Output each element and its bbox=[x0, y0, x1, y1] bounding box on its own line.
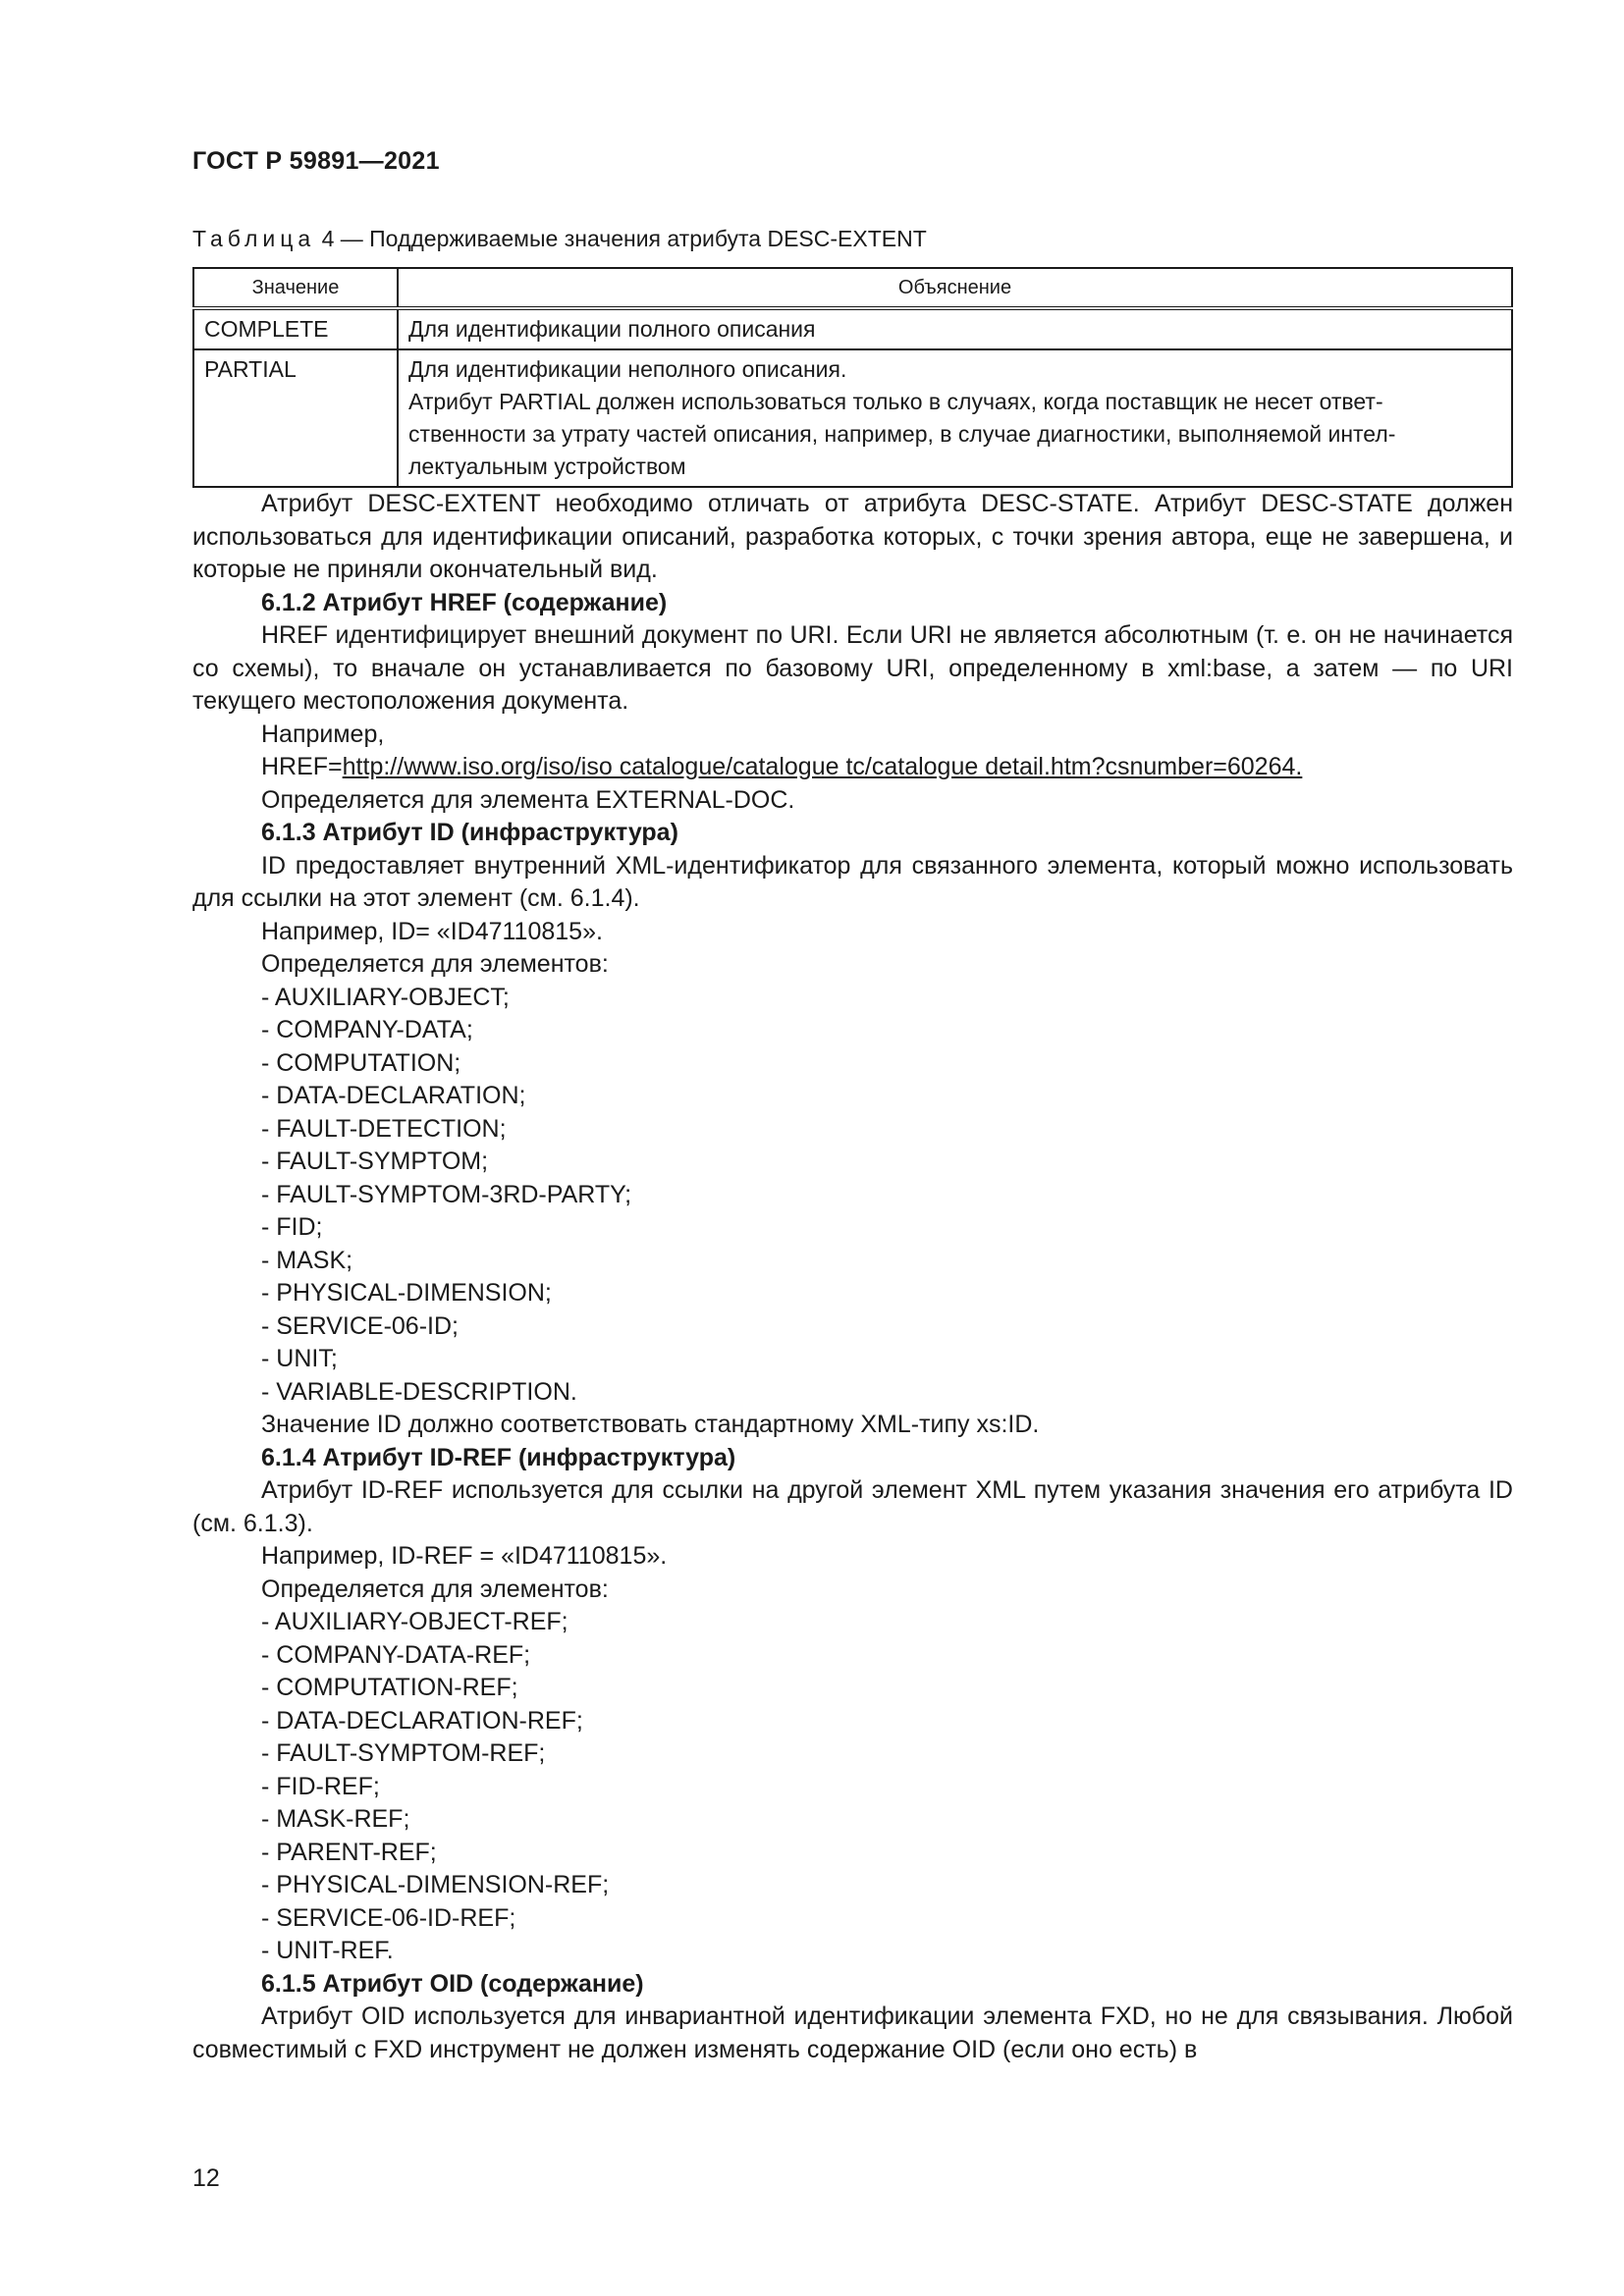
id-ref-defined-for: Определяется для элементов: bbox=[261, 1575, 609, 1603]
table-caption bbox=[192, 226, 927, 252]
list-item: - COMPUTATION-REF; bbox=[261, 1674, 518, 1701]
href-defined-for: Определяется для элемента EXTERNAL-DOC. bbox=[261, 785, 795, 814]
list-item: - UNIT-REF. bbox=[261, 1937, 394, 1964]
href-prefix: HREF= bbox=[261, 753, 343, 780]
section-heading-6-1-5: 6.1.5 Атрибут OID (содержание) bbox=[261, 1969, 644, 1998]
body-text bbox=[192, 488, 1513, 2066]
table-cell-value: PARTIAL bbox=[193, 349, 398, 487]
list-item: - PHYSICAL-DIMENSION-REF; bbox=[261, 1871, 610, 1898]
id-element-list bbox=[192, 982, 1513, 1410]
list-item: - PHYSICAL-DIMENSION; bbox=[261, 1279, 552, 1307]
list-item: - AUXILIARY-OBJECT; bbox=[261, 983, 510, 1011]
href-example bbox=[192, 751, 1513, 784]
example-label: Например, bbox=[261, 720, 385, 748]
table-cell-explanation bbox=[398, 349, 1512, 487]
id-example: Например, ID= «ID47110815». bbox=[261, 917, 603, 945]
explanation-line: Для идентификации неполного описания. bbox=[408, 356, 847, 382]
list-item: - DATA-DECLARATION; bbox=[261, 1082, 526, 1109]
section-heading-6-1-2: 6.1.2 Атрибут HREF (содержание) bbox=[261, 588, 668, 616]
list-item: - MASK-REF; bbox=[261, 1805, 410, 1833]
list-item: - PARENT-REF; bbox=[261, 1838, 437, 1866]
id-ref-element-list bbox=[192, 1606, 1513, 1968]
list-item: - FID; bbox=[261, 1213, 323, 1241]
table-row bbox=[193, 349, 1512, 487]
explanation-line: Для идентификации полного описания bbox=[408, 316, 816, 342]
list-item: - FAULT-SYMPTOM-REF; bbox=[261, 1739, 546, 1767]
list-item: - COMPANY-DATA; bbox=[261, 1016, 473, 1043]
list-item: - FAULT-DETECTION; bbox=[261, 1114, 507, 1143]
list-item: - VARIABLE-DESCRIPTION. bbox=[261, 1377, 577, 1406]
table-caption-text: 4 — Поддерживаемые значения атрибута DESC-EXTENT bbox=[321, 226, 927, 251]
list-item: - COMPANY-DATA-REF; bbox=[261, 1640, 531, 1669]
id-ref-example: Например, ID-REF = «ID47110815». bbox=[261, 1542, 668, 1570]
list-item: - FID-REF; bbox=[261, 1772, 380, 1800]
id-defined-for: Определяется для элементов: bbox=[261, 950, 609, 978]
paragraph-id-ref: Атрибут ID-REF используется для ссылки на другой элемент XML путем указания значения его атрибута ID (см. 6.1.3). bbox=[192, 1476, 1513, 1537]
section-heading-6-1-3: 6.1.3 Атрибут ID (инфраструктура) bbox=[261, 819, 678, 846]
paragraph-href: HREF идентифицирует внешний документ по URI. Если URI не является абсолютным (т. е. он не начинается со схемы), то вначале он устанавливается по базовому URI, определенному в xml:base, а затем — по URI текущего местоположения документа. bbox=[192, 621, 1513, 715]
table-cell-explanation bbox=[398, 308, 1512, 349]
column-header-explanation: Объяснение bbox=[398, 268, 1512, 308]
document-id-header: ГОСТ Р 59891—2021 bbox=[192, 147, 440, 175]
list-item: - MASK; bbox=[261, 1246, 353, 1274]
list-item: - UNIT; bbox=[261, 1345, 338, 1372]
table-caption-prefix: Таблица bbox=[192, 226, 316, 251]
list-item: - COMPUTATION; bbox=[261, 1048, 461, 1077]
page-number: 12 bbox=[192, 2164, 220, 2192]
list-item: - AUXILIARY-OBJECT-REF; bbox=[261, 1608, 568, 1635]
table-row bbox=[193, 308, 1512, 349]
explanation-line: лектуальным устройством bbox=[408, 454, 686, 479]
section-heading-6-1-4: 6.1.4 Атрибут ID-REF (инфраструктура) bbox=[261, 1443, 736, 1471]
table-header-row bbox=[193, 268, 1512, 308]
table-cell-value: COMPLETE bbox=[193, 308, 398, 349]
explanation-line: ственности за утрату частей описания, например, в случае диагностики, выполняемой интел- bbox=[408, 421, 1396, 447]
list-item: - DATA-DECLARATION-REF; bbox=[261, 1706, 583, 1735]
list-item: - SERVICE-06-ID-REF; bbox=[261, 1903, 516, 1932]
paragraph-id: ID предоставляет внутренний XML-идентификатор для связанного элемента, который можно использовать для ссылки на этот элемент (см. 6.1.4). bbox=[192, 851, 1513, 912]
explanation-line: Атрибут PARTIAL должен использоваться только в случаях, когда поставщик не несет ответ- bbox=[408, 389, 1383, 414]
iso-catalogue-link[interactable]: http://www.iso.org/iso/iso catalogue/catalogue tc/catalogue detail.htm?csnumber=60264. bbox=[342, 753, 1303, 780]
paragraph-desc-extent: Атрибут DESC-EXTENT необходимо отличать от атрибута DESC-STATE. Атрибут DESC-STATE должен использоваться для идентификации описаний, разработка которых, с точки зрения автора, еще не завершена, и которые не приняли окончательный вид. bbox=[192, 490, 1513, 583]
desc-extent-table bbox=[192, 267, 1513, 488]
id-type-note: Значение ID должно соответствовать стандартному XML-типу xs:ID. bbox=[261, 1411, 1040, 1438]
list-item: - FAULT-SYMPTOM; bbox=[261, 1148, 489, 1175]
column-header-value: Значение bbox=[193, 268, 398, 308]
list-item: - FAULT-SYMPTOM-3RD-PARTY; bbox=[261, 1180, 632, 1208]
paragraph-oid: Атрибут OID используется для инвариантной идентификации элемента FXD, но не для связывания. Любой совместимый с FXD инструмент не должен изменять содержание OID (если оно есть) в bbox=[192, 2002, 1513, 2063]
list-item: - SERVICE-06-ID; bbox=[261, 1311, 459, 1340]
